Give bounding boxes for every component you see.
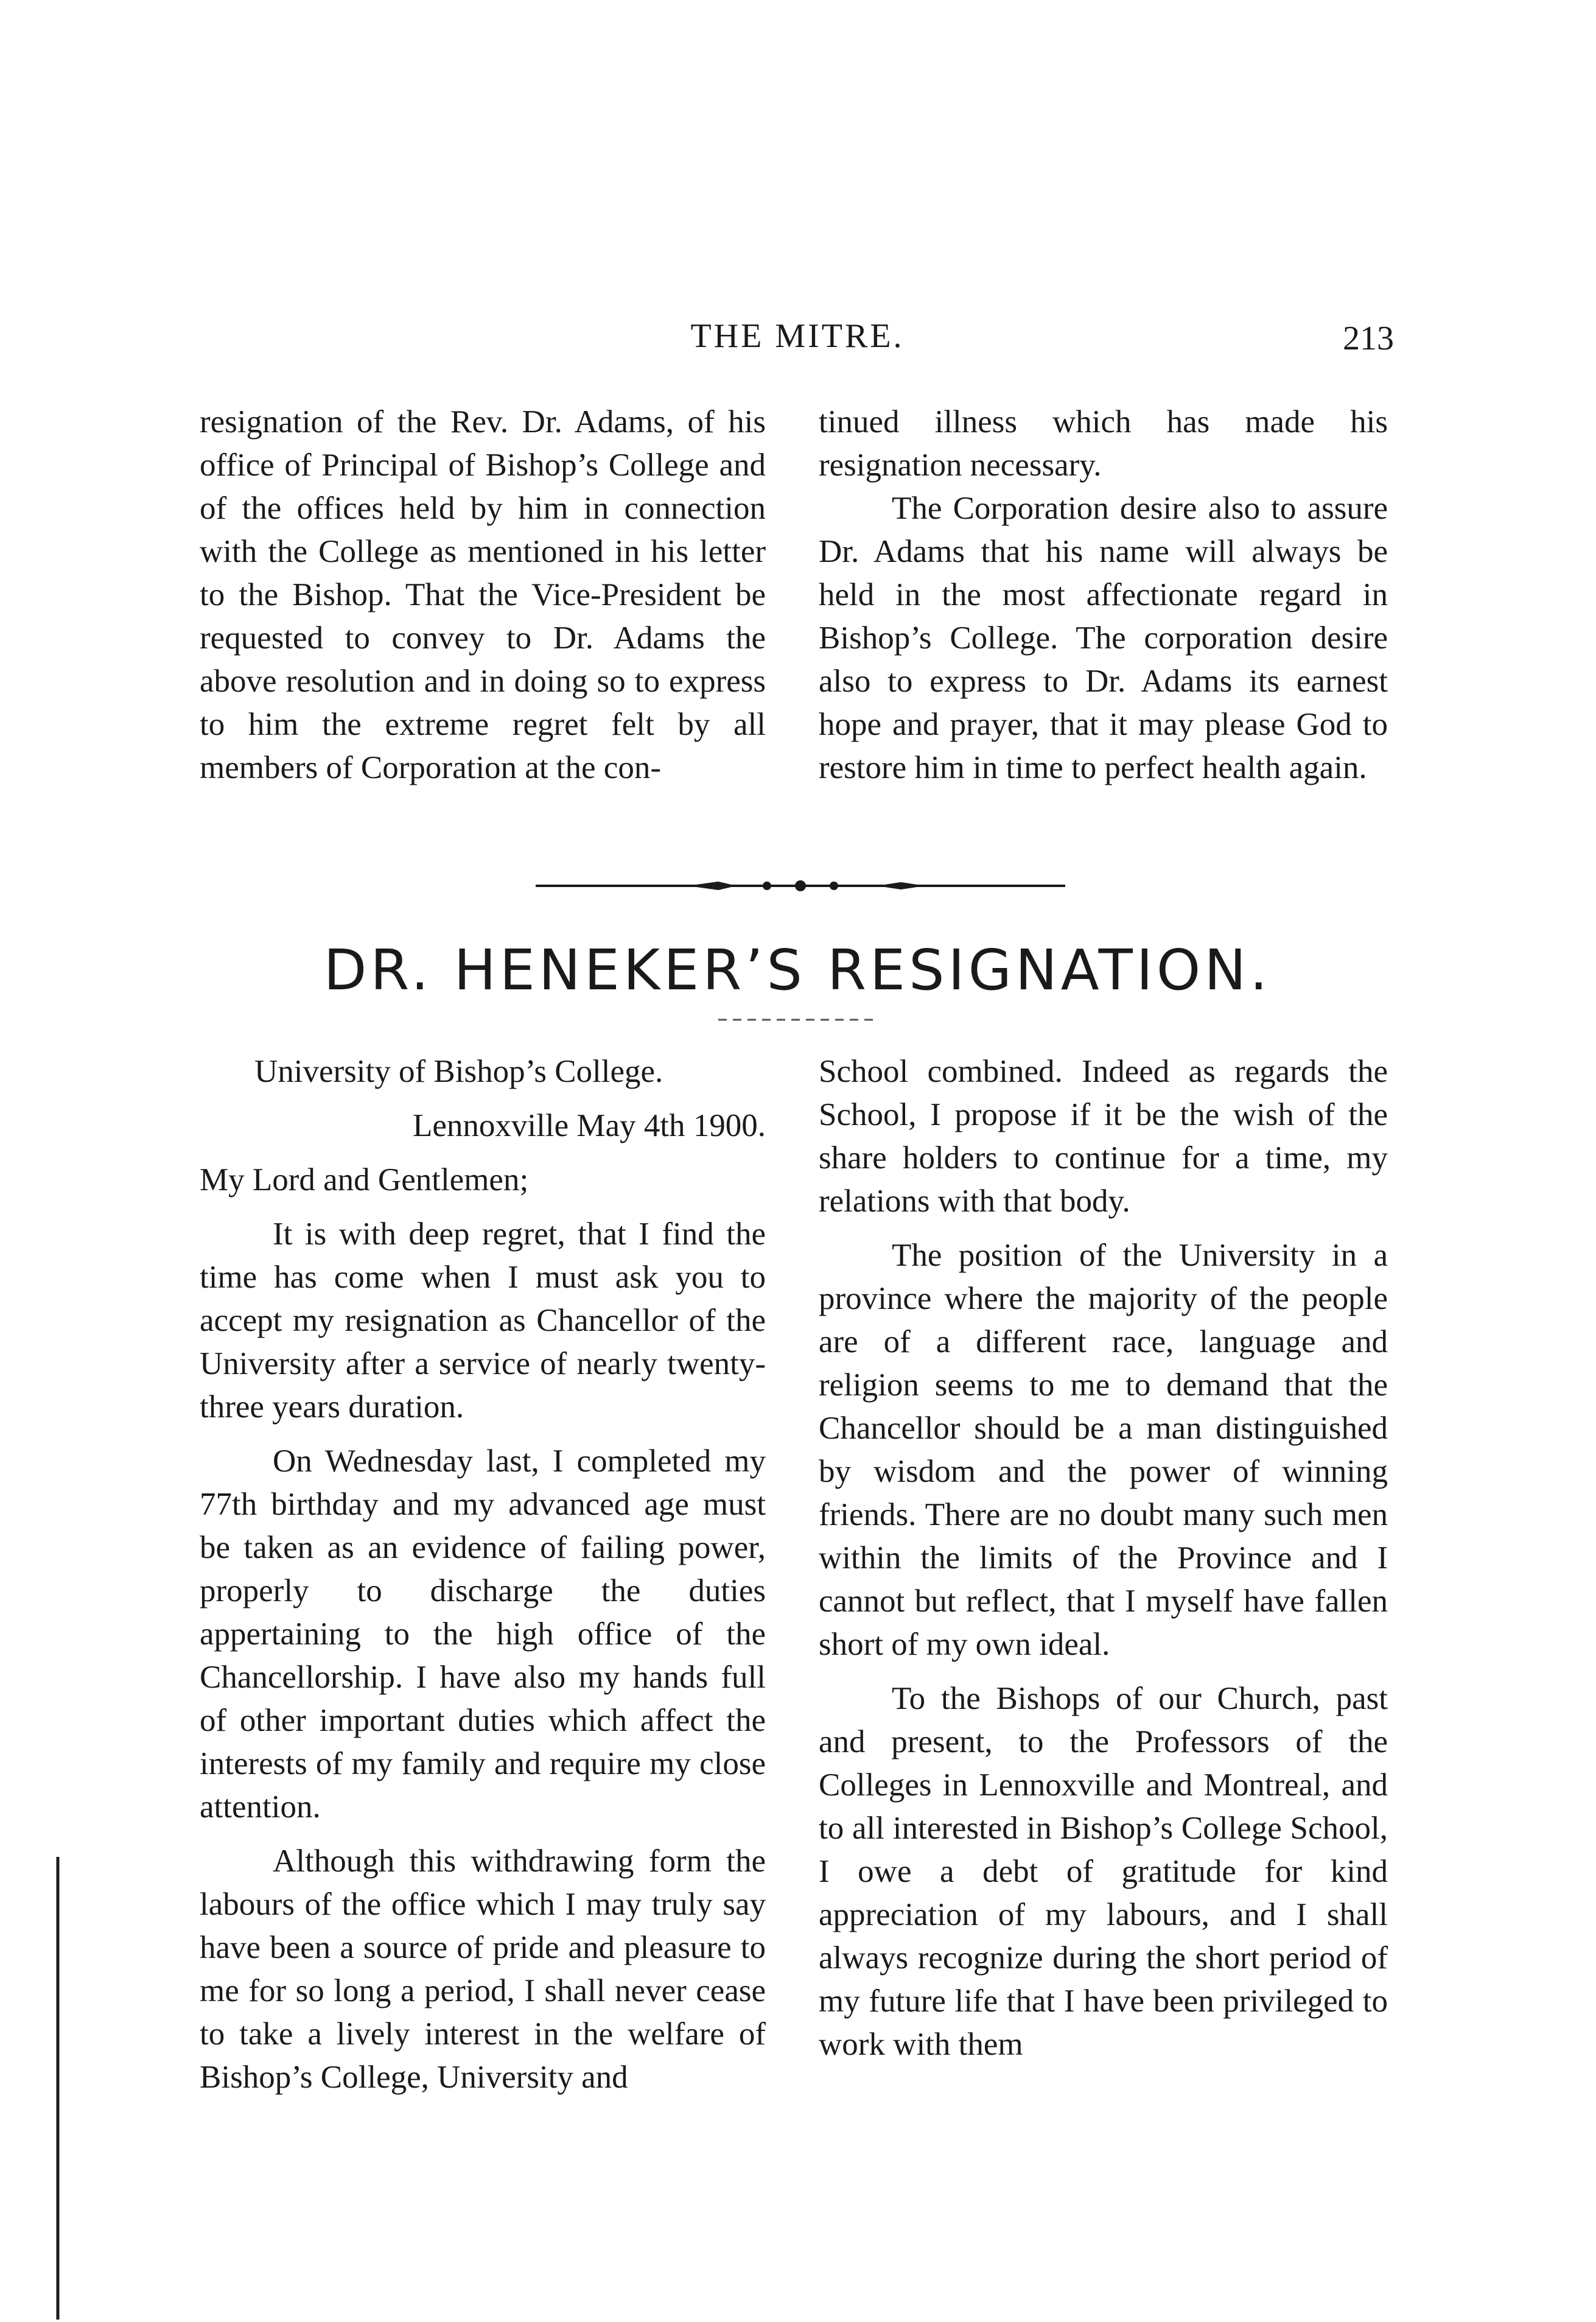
journal-title: THE MITRE. [690,317,905,355]
paragraph: The Corporation desire also to assure Dr. Adams that his name will always be held in the most affectionate regard in Bishop’s College. The corporation desire also to express to Dr. Adams its earnest hope and prayer, that it may please God to restore him in time to perfect health again. [819,491,1388,785]
letter-date: Lennoxville May 4th 1900. [413,1108,766,1143]
paragraph: The position of the University in a province where the majority of the people are of a different race, language and religion seems to me to demand that the Chancellor should be a man distinguished by wisdom and the power of winning friends. There are no doubt many such men within the limits of the Province and I cannot but reflect, that I myself have fallen short of my own ideal. [819,1238,1388,1662]
page-number: 213 [1343,320,1394,357]
section-divider-ornament [536,877,1065,895]
paragraph: tinued illness which has made his resignation necessary. [819,404,1388,483]
paragraph: To the Bishops of our Church, past and present, to the Professors of the Colleges in Lennoxville and Montreal, and to all interested in Bishop’s College School, I owe a debt of gratitude for kind appreciation of my labours, and I shall always recognize during the short period of my future life that I have been privileged to work with them [819,1681,1388,2062]
top-right-column [819,401,1388,790]
paragraph: resignation of the Rev. Dr. Adams, of his office of Principal of Bishop’s College and of the offices held by him in connection with the College as mentioned in his letter to the Bishop. That the Vice-President be requested to convey to Dr. Adams the above resolution and in doing so to express to him the extreme regret felt by all members of Corporation at the con- [200,404,766,785]
paragraph: It is with deep regret, that I find the time has come when I must ask you to accept my resignation as Chancellor of the University after a service of nearly twenty-three years duration. [200,1216,766,1425]
paragraph: On Wednesday last, I completed my 77th birthday and my advanced age must be taken as an evidence of failing power, properly to discharge the duties appertaining to the high office of the Chancellorship. I have also my hands full of other important duties which affect the interests of my family and require my close attention. [200,1443,766,1825]
article-right-column [819,1050,1388,2066]
running-head [201,317,1394,365]
article-left-column [200,1050,766,2099]
paragraph: Although this withdrawing form the labours of the office which I may truly say have been a source of pride and pleasure to me for so long a period, I shall never cease to take a lively interest in the welfare of Bishop’s College, University and [200,1843,766,2095]
letter-address: University of Bishop’s College. [254,1054,663,1089]
headline-underline-rule [718,1017,877,1023]
article-headline: DR. HENEKER’S RESIGNATION. [323,938,1272,1003]
scan-edge-mark [56,1857,60,2320]
paragraph: School combined. Indeed as regards the School, I propose if it be the wish of the share holders to continue for a time, my relations with that body. [819,1054,1388,1219]
letter-salutation: My Lord and Gentlemen; [200,1162,529,1198]
top-left-column [200,401,766,790]
